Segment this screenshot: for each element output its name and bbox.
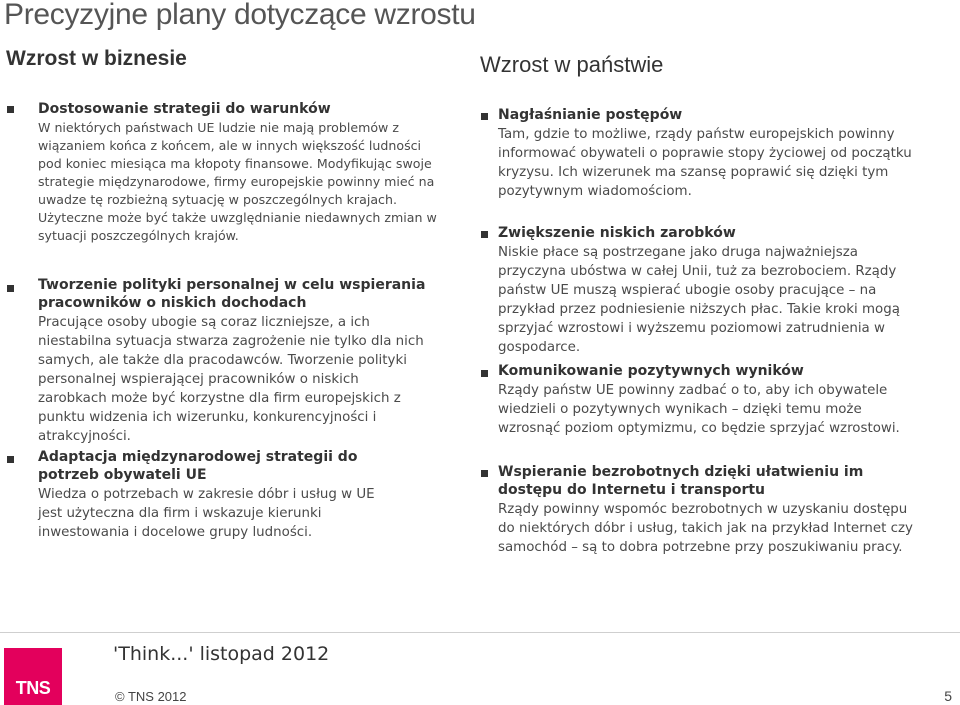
right-item-2 [498, 224, 923, 357]
left-item-3-body: Wiedza o potrzebach w zakresie dóbr i usług w UE jest użyteczna dla firm i wskazuje kierunki inwestowania i docelowe grupy ludności. [38, 487, 375, 540]
right-item-2-body: Niskie płace są postrzegane jako druga najważniejsza przyczyna ubóstwa w całej Unii, tuż za bezrobociem. Rządy państw UE muszą wspierać ubogie osoby pracujące – na przykład przez podniesienie niższych płac. Takie kroki mogą sprzyjać wzrostowi i wyższemu poziomowi zatrudnienia w gospodarce. [498, 245, 900, 355]
bullet-icon [7, 285, 14, 292]
footer-tagline: 'Think...' listopad 2012 [113, 643, 330, 665]
right-item-4-title: Wspieranie bezrobotnych dzięki ułatwieniu im dostępu do Internetu i transportu [498, 464, 864, 498]
left-item-1-title: Dostosowanie strategii do warunków [38, 101, 331, 117]
left-item-1 [38, 100, 438, 245]
right-item-4 [498, 463, 923, 557]
left-item-3-title: Adaptacja międzynarodowej strategii do potrzeb obywateli UE [38, 449, 358, 483]
page-title: Precyzyjne plany dotyczące wzrostu [4, 0, 476, 31]
left-column-heading: Wzrost w biznesie [6, 47, 187, 70]
bullet-icon [481, 113, 488, 120]
bullet-icon [7, 106, 14, 113]
footer-divider [0, 632, 960, 633]
right-item-1 [498, 106, 918, 201]
bullet-icon [481, 231, 488, 238]
page-number: 5 [944, 688, 952, 704]
right-item-3-title: Komunikowanie pozytywnych wyników [498, 363, 804, 379]
copyright-notice: © TNS 2012 [115, 689, 187, 704]
right-item-1-title: Nagłaśnianie postępów [498, 107, 683, 123]
left-item-3 [38, 448, 398, 542]
left-item-2 [38, 276, 428, 446]
bullet-icon [7, 456, 14, 463]
left-item-2-body: Pracujące osoby ubogie są coraz liczniejsze, a ich niestabilna sytuacja stwarza zagrożenie nie tylko dla nich samych, ale także dla pracodawców. Tworzenie polityki personalnej wspierającej pracowników o niskich zarobkach może być korzystne dla firm europejskich z punktu widzenia ich wizerunku, konkurencyjności i atrakcyjności. [38, 315, 424, 444]
bullet-icon [481, 370, 488, 377]
bullet-icon [481, 470, 488, 477]
right-item-3-body: Rządy państw UE powinny zadbać o to, aby ich obywatele wiedzieli o pozytywnych wynikach – dzięki temu może wzrosnąć poziom optymizmu, co będzie sprzyjać wzrostowi. [498, 383, 900, 436]
left-item-2-title: Tworzenie polityki personalnej w celu wspierania pracowników o niskich dochodach [38, 277, 426, 311]
right-item-2-title: Zwiększenie niskich zarobków [498, 225, 736, 241]
right-item-1-body: Tam, gdzie to możliwe, rządy państw europejskich powinny informować obywateli o poprawie stopy życiowej od początku kryzysu. Ich wizerunek ma szansę poprawić się dzięki tym pozytywnym wiadomościom. [498, 127, 912, 199]
right-column-heading: Wzrost w państwie [480, 52, 664, 77]
right-item-4-body: Rządy powinny wspomóc bezrobotnych w uzyskaniu dostępu do niektórych dóbr i usług, takich jak na przykład Internet czy samochód – są to dobra potrzebne przy poszukiwaniu pracy. [498, 502, 913, 555]
tns-logo [4, 648, 62, 705]
right-item-3 [498, 362, 913, 438]
left-item-1-body: W niektórych państwach UE ludzie nie mają problemów z wiązaniem końca z końcem, ale w innych większość ludności pod koniec miesiąca ma kłopoty finansowe. Modyfikując swoje strategie międzynarodowe, firmy europejskie powinny mieć na uwadze tę rozbieżną sytuację w poszczególnych krajach. Użyteczne może być także uwzględnianie niedawnych zmian w sytuacji poszczególnych krajów. [38, 120, 437, 243]
logo-text: TNS [15, 678, 51, 698]
